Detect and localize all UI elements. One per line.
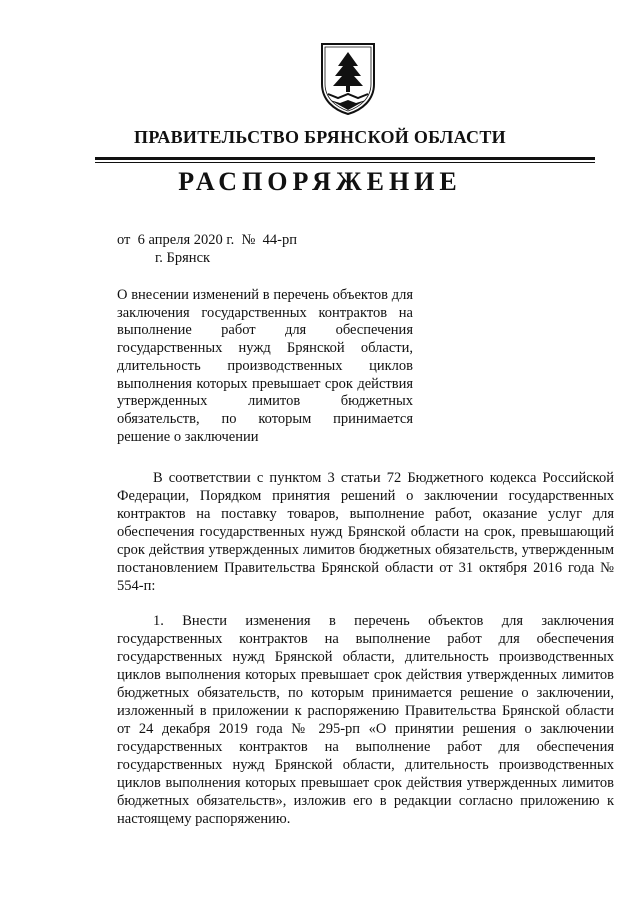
item-1-text: 1. Внести изменения в перечень объектов для заключения государственных контрактов на выполнение работ для обеспечения государственных нужд Брянской области, длительность производственных циклов выполнения которых превышает срок действия утвержденных лимитов бюджетных обязательств, по которым принимается решение о заключении, изложенный в приложении к распоряжению Правительства Брянской области от 24 декабря 2019 года № 295-рп «О принятии решения о заключении государственных контрактов на выполнение работ для обеспечения государственных нужд Брянской области, длительность производственных циклов выполнения которых превышает срок действия утвержденных лимитов бюджетных обязательств», изложив его в редакции согласно приложению к настоящему распоряжению. xyxy=(117,613,614,827)
document-type: РАСПОРЯЖЕНИЕ xyxy=(178,167,462,196)
header-rule-thick xyxy=(95,157,595,160)
header-rule-thin xyxy=(95,162,595,163)
preamble-paragraph xyxy=(117,469,614,595)
coat-of-arms-icon xyxy=(318,40,378,116)
city: г. Брянск xyxy=(155,250,211,266)
preamble-text: В соответствии с пунктом 3 статьи 72 Бюджетного кодекса Российской Федерации, Порядком принятия решений о заключении государственных контрактов на поставку товаров, выполнение работ, оказание услуг для обеспечения государственных нужд Брянской области на срок, превышающий срок действия утвержденных лимитов бюджетных обязательств, утвержденным постановлением Правительства Брянской области от 31 октября 2016 года № 554-п: xyxy=(117,470,614,594)
organization-title: ПРАВИТЕЛЬСТВО БРЯНСКОЙ ОБЛАСТИ xyxy=(134,127,506,147)
date-number-line: от 6 апреля 2020 г. № 44-рп xyxy=(117,232,297,248)
item-1-paragraph xyxy=(117,612,614,828)
subject-block: О внесении изменений в перечень объектов для заключения государственных контрактов на выполнение работ для обеспечения государственных нужд Брянской области, длительность производственных циклов выполнения которых превышает срок действия утвержденных лимитов бюджетных обязательств, по которым принимается решение о заключении xyxy=(117,287,413,445)
